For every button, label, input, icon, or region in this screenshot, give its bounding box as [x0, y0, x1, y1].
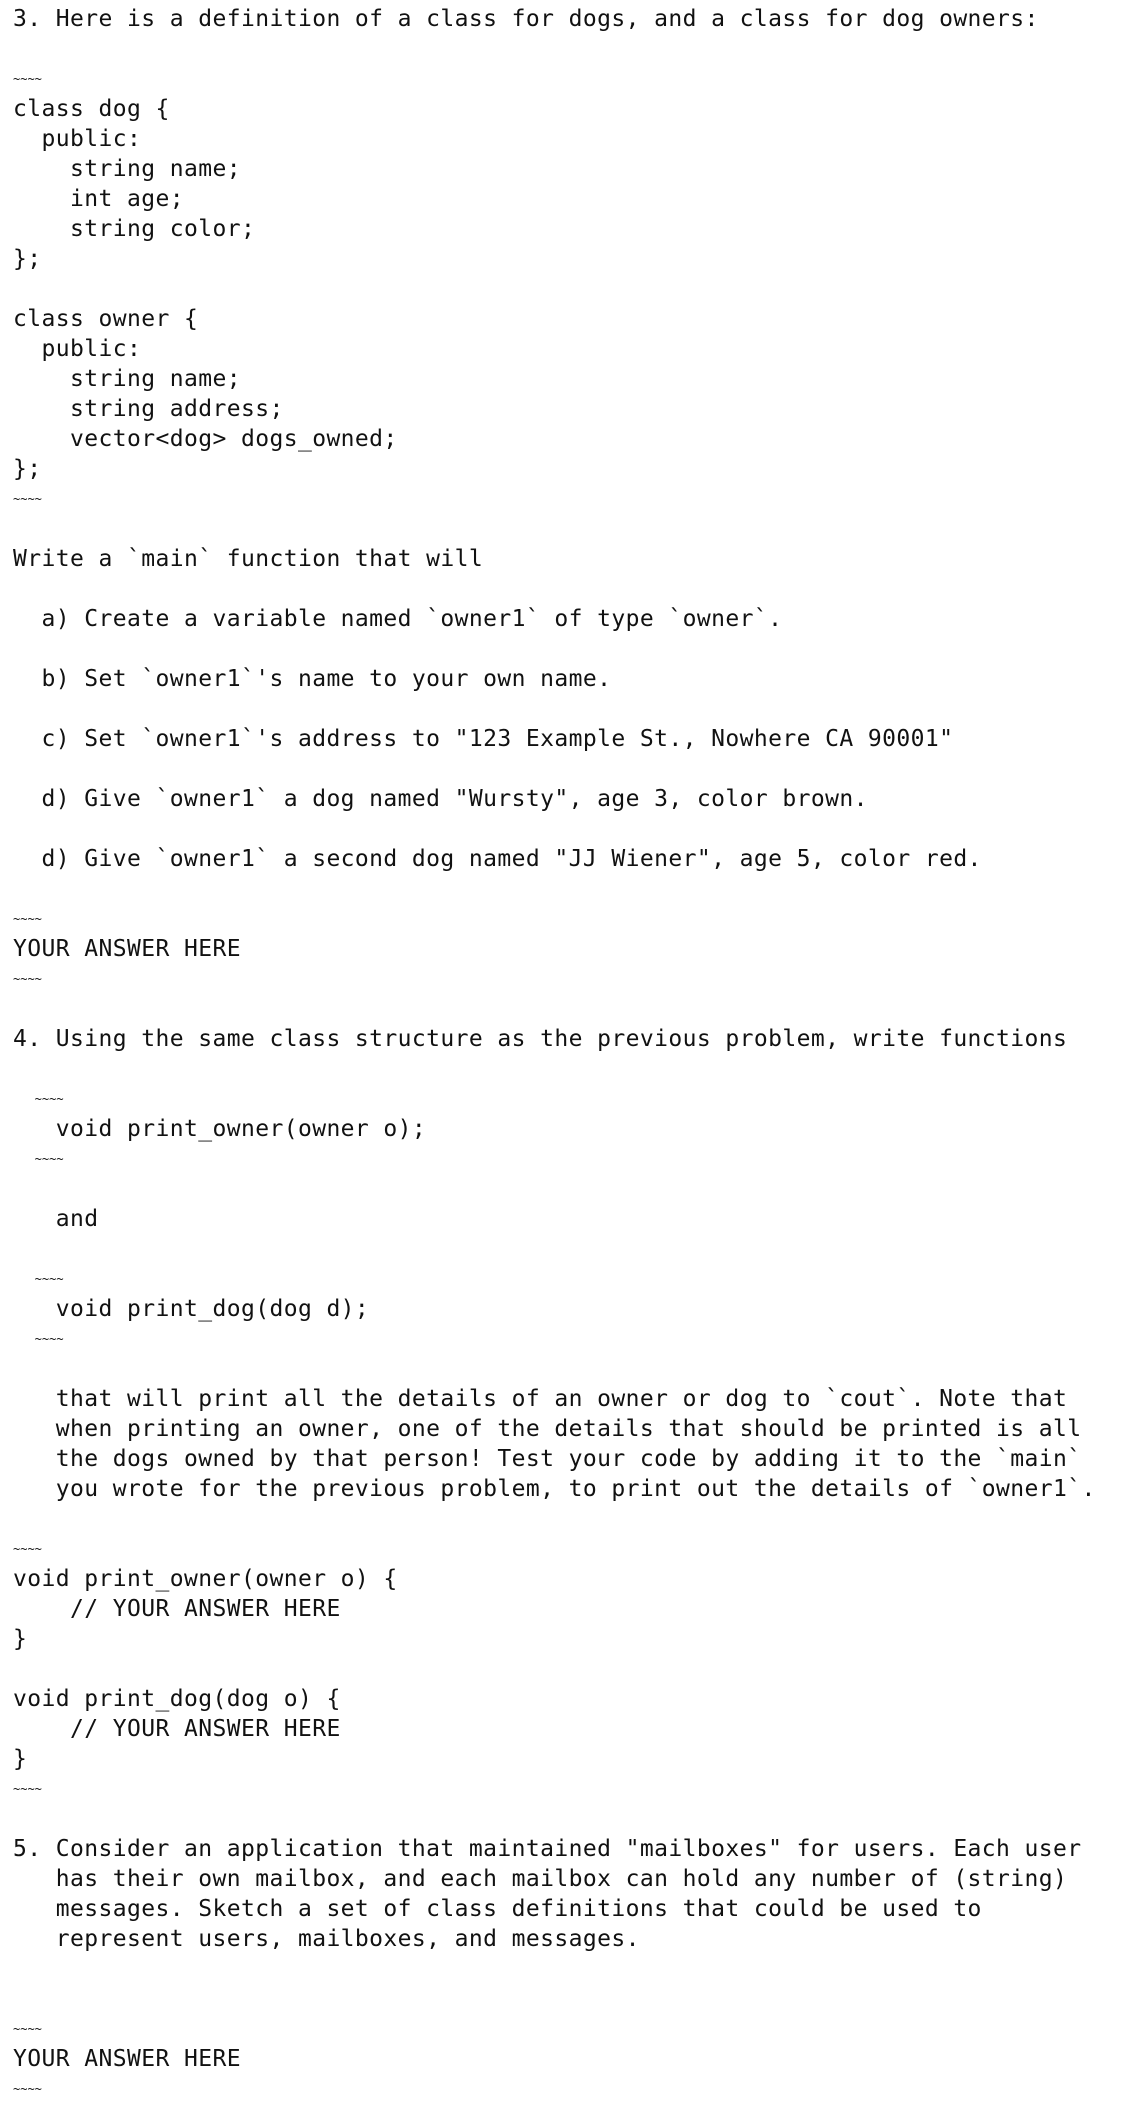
text-line: Write a `main` function that will: [13, 546, 484, 572]
blank-line: [13, 1234, 1123, 1264]
text-line: public:: [13, 126, 142, 152]
text-line: ~~~~: [13, 1542, 42, 1556]
text-line: void print_owner(owner o);: [13, 1116, 427, 1142]
text-line: ~~~~: [13, 1272, 64, 1286]
text-line: class owner {: [13, 306, 199, 332]
text-line: a) Create a variable named `owner1` of type `owner`.: [13, 606, 783, 632]
text-line: void print_owner(owner o) {: [13, 1566, 398, 1592]
text-line: // YOUR ANSWER HERE: [13, 1716, 341, 1742]
text-line: ~~~~: [13, 2082, 42, 2096]
blank-line: [13, 274, 1123, 304]
text-line: string name;: [13, 156, 241, 182]
text-line: string color;: [13, 216, 256, 242]
blank-line: [13, 1054, 1123, 1084]
blank-line: [13, 634, 1123, 664]
text-line: }: [13, 1746, 28, 1772]
blank-line: [13, 1654, 1123, 1684]
blank-line: [13, 514, 1123, 544]
text-line: public:: [13, 336, 142, 362]
text-line: d) Give `owner1` a second dog named "JJ Wiener", age 5, color red.: [13, 846, 982, 872]
blank-line: [13, 874, 1123, 904]
text-line: represent users, mailboxes, and messages.: [13, 1926, 640, 1952]
text-line: the dogs owned by that person! Test your code by adding it to the `main`: [13, 1446, 1082, 1472]
text-line: d) Give `owner1` a dog named "Wursty", age 3, color brown.: [13, 786, 868, 812]
text-line: you wrote for the previous problem, to print out the details of `owner1`.: [13, 1476, 1096, 1502]
text-line: YOUR ANSWER HERE: [13, 936, 241, 962]
text-line: 5. Consider an application that maintained "mailboxes" for users. Each user: [13, 1836, 1082, 1862]
text-line: c) Set `owner1`'s address to "123 Example St., Nowhere CA 90001": [13, 726, 954, 752]
text-line: };: [13, 246, 42, 272]
blank-line: [13, 1174, 1123, 1204]
text-line: string address;: [13, 396, 284, 422]
text-line: };: [13, 456, 42, 482]
blank-line: [13, 1804, 1123, 1834]
blank-line: [13, 574, 1123, 604]
blank-line: [13, 814, 1123, 844]
text-line: ~~~~: [13, 1782, 42, 1796]
text-line: class dog {: [13, 96, 170, 122]
blank-line: [13, 1984, 1123, 2014]
text-line: ~~~~: [13, 1092, 64, 1106]
text-line: YOUR ANSWER HERE: [13, 2046, 241, 2072]
document-text: [13, 4, 1123, 2104]
blank-line: [13, 754, 1123, 784]
text-line: void print_dog(dog o) {: [13, 1686, 341, 1712]
text-line: int age;: [13, 186, 184, 212]
text-line: // YOUR ANSWER HERE: [13, 1596, 341, 1622]
text-line: when printing an owner, one of the details that should be printed is all: [13, 1416, 1082, 1442]
text-line: has their own mailbox, and each mailbox can hold any number of (string): [13, 1866, 1068, 1892]
text-line: ~~~~: [13, 912, 42, 926]
text-line: ~~~~: [13, 2022, 42, 2036]
text-line: ~~~~: [13, 972, 42, 986]
blank-line: [13, 994, 1123, 1024]
blank-line: [13, 694, 1123, 724]
text-line: ~~~~: [13, 72, 42, 86]
text-line: and: [13, 1206, 99, 1232]
text-line: ~~~~: [13, 1332, 64, 1346]
text-line: 3. Here is a definition of a class for dogs, and a class for dog owners:: [13, 6, 1039, 32]
blank-line: [13, 1354, 1123, 1384]
text-line: void print_dog(dog d);: [13, 1296, 370, 1322]
text-line: vector<dog> dogs_owned;: [13, 426, 398, 452]
text-line: messages. Sketch a set of class definitions that could be used to: [13, 1896, 982, 1922]
text-line: string name;: [13, 366, 241, 392]
blank-line: [13, 1954, 1123, 1984]
text-line: 4. Using the same class structure as the previous problem, write functions: [13, 1026, 1068, 1052]
text-line: ~~~~: [13, 1152, 64, 1166]
blank-line: [13, 1504, 1123, 1534]
text-line: b) Set `owner1`'s name to your own name.: [13, 666, 612, 692]
text-line: that will print all the details of an owner or dog to `cout`. Note that: [13, 1386, 1068, 1412]
text-line: ~~~~: [13, 492, 42, 506]
text-line: }: [13, 1626, 28, 1652]
blank-line: [13, 34, 1123, 64]
